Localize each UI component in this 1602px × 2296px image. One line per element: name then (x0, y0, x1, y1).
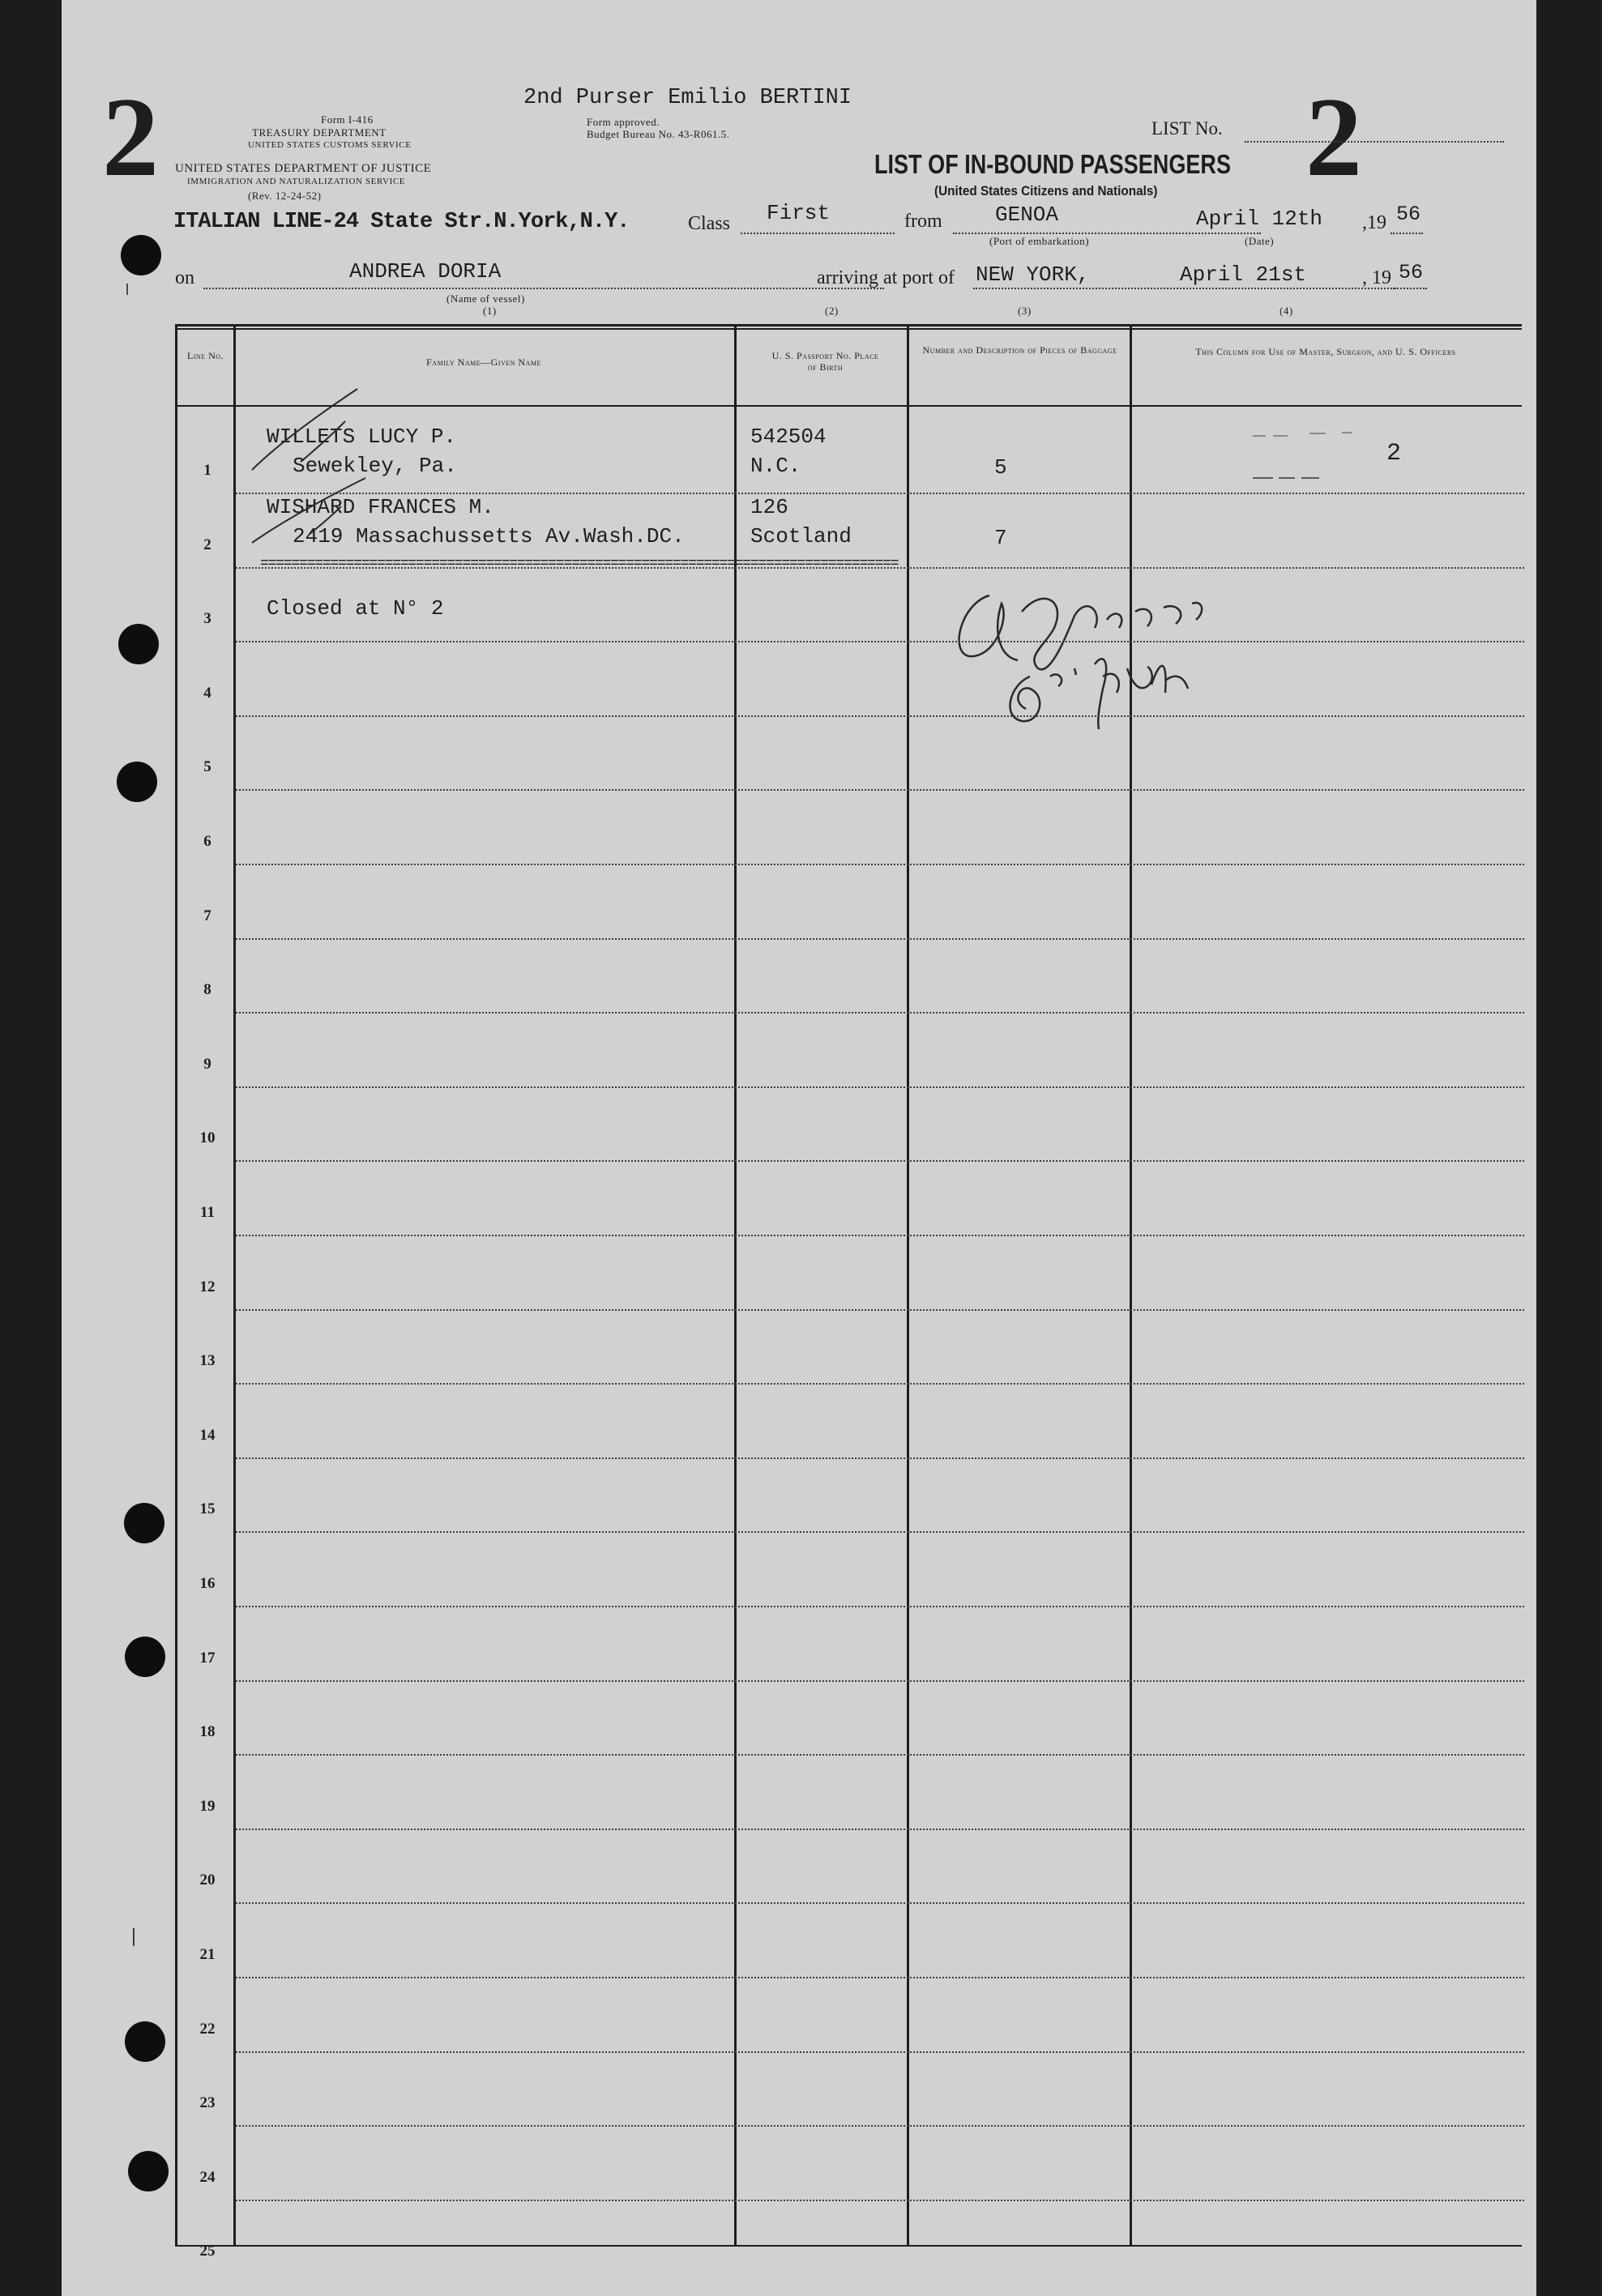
line-number: 12 (199, 1278, 216, 1295)
list-title: LIST OF IN-BOUND PASSENGERS (874, 149, 1232, 179)
name-col-border (734, 324, 737, 2246)
line-number: 8 (203, 981, 211, 999)
year-field-line (1391, 233, 1423, 234)
table-bottom-rule (175, 2245, 1522, 2247)
list-no-label: LIST No. (1151, 118, 1223, 139)
arrival-year-prefix: , 19 (1362, 267, 1391, 288)
entry-1-passport: 542504 (750, 425, 827, 449)
row-rule (236, 1160, 1524, 1162)
entry-1-name: WILLETS LUCY P. (267, 425, 457, 449)
header-passport: U. S. Passport No. Place of Birth (771, 350, 879, 373)
vessel-name: ANDREA DORIA (349, 259, 502, 284)
on-label: on (175, 267, 194, 288)
entry-2-birthplace: Scotland (750, 524, 852, 548)
row-rule (236, 1012, 1524, 1014)
binder-hole (117, 762, 157, 802)
vessel-field-line (203, 288, 884, 289)
margin-tick (126, 284, 128, 295)
table-top-rule (175, 324, 1522, 326)
row-rule (236, 1829, 1524, 1830)
row-rule (236, 1383, 1524, 1385)
arrival-year-suffix: 56 (1399, 261, 1424, 284)
binder-hole (124, 1503, 164, 1543)
binder-hole (125, 1637, 165, 1677)
departure-date: April 12th (1196, 207, 1323, 231)
row-rule (236, 1309, 1524, 1311)
binder-hole (125, 2021, 165, 2062)
table-left-border (175, 324, 177, 2246)
line-number: 9 (203, 1055, 211, 1073)
check-marks (236, 373, 414, 567)
caption-2: (2) (825, 305, 839, 317)
binder-hole (118, 624, 159, 664)
line-number: 23 (199, 2094, 216, 2112)
line-number: 18 (199, 1723, 216, 1741)
arriving-label: arriving at port of (817, 267, 955, 288)
row-rule (236, 1606, 1524, 1607)
entry-2-baggage: 7 (994, 526, 1007, 550)
list-subtitle: (United States Citizens and Nationals) (934, 183, 1158, 198)
line-number: 4 (203, 684, 211, 702)
date-caption: (Date) (1245, 235, 1275, 247)
vessel-caption: (Name of vessel) (446, 292, 525, 305)
entry-1-officer-note: 2 (1386, 440, 1402, 467)
row-rule (236, 864, 1524, 865)
vessel-caption-num: (1) (483, 305, 497, 317)
line-col-border (233, 324, 236, 2246)
row-rule (236, 1754, 1524, 1756)
row-rule (236, 715, 1524, 717)
closed-note: Closed at N° 2 (267, 596, 444, 621)
port-field-line (953, 233, 1261, 234)
year-prefix: ,19 (1362, 212, 1386, 233)
line-number: 22 (199, 2020, 216, 2038)
line-number: 20 (199, 1871, 216, 1889)
class-value: First (767, 201, 831, 225)
row-rule (236, 1235, 1524, 1236)
page-stamp-right: 2 (1305, 75, 1362, 200)
list-no-line (1245, 141, 1504, 143)
header-officers: This Column for Use of Master, Surgeon, and U. S. Officers (1195, 346, 1456, 357)
row-rule (236, 493, 1524, 494)
officer-signature (945, 579, 1285, 766)
row-rule (236, 1531, 1524, 1533)
line-number: 2 (203, 536, 211, 553)
row-rule (236, 641, 1524, 642)
arrival-date: April 21st (1180, 262, 1307, 287)
page-stamp-left: 2 (102, 75, 159, 200)
separator-line: ================================================================================== (260, 559, 899, 569)
manifest-page (62, 0, 1536, 2296)
line-number: 7 (203, 907, 211, 924)
arrival-field-line (973, 288, 1395, 289)
entry-1-baggage: 5 (994, 455, 1007, 480)
binder-hole (128, 2151, 169, 2191)
form-revision: (Rev. 12-24-52) (248, 190, 322, 202)
port-of-embarkation: GENOA (995, 203, 1059, 227)
caption-4: (4) (1279, 305, 1293, 317)
erased-marks (1228, 421, 1391, 486)
class-field-line (741, 233, 895, 234)
row-rule (236, 567, 1524, 569)
year-suffix: 56 (1396, 203, 1421, 226)
arrival-year-line (1395, 288, 1427, 289)
line-number: 10 (199, 1129, 216, 1147)
customs-service: UNITED STATES CUSTOMS SERVICE (248, 140, 412, 150)
margin-tick (133, 1928, 135, 1946)
row-rule (236, 2200, 1524, 2201)
passport-col-border (907, 324, 909, 2246)
line-number: 13 (199, 1352, 216, 1370)
row-rule (236, 1977, 1524, 1978)
entry-2-address: 2419 Massachussetts Av.Wash.DC. (293, 524, 685, 548)
purser-line: 2nd Purser Emilio BERTINI (523, 86, 852, 110)
line-number: 11 (200, 1204, 215, 1221)
line-number: 21 (199, 1946, 216, 1963)
entry-1-birthplace: N.C. (750, 454, 801, 478)
row-rule (236, 1902, 1524, 1904)
treasury-dept: TREASURY DEPARTMENT (252, 126, 387, 139)
header-line-no: Line No. (186, 350, 224, 361)
line-number: 6 (203, 833, 211, 850)
header-baggage: Number and Description of Pieces of Baggage (922, 344, 1117, 356)
form-approved: Form approved. (587, 116, 660, 128)
budget-bureau: Budget Bureau No. 43-R061.5. (587, 128, 730, 140)
row-rule (236, 1086, 1524, 1088)
caption-3: (3) (1018, 305, 1032, 317)
arrival-port: NEW YORK, (976, 262, 1090, 287)
row-rule (236, 938, 1524, 940)
from-label: from (904, 211, 942, 232)
entry-2-name: WISHARD FRANCES M. (267, 495, 494, 519)
line-number: 14 (199, 1426, 216, 1444)
line-number: 24 (199, 2168, 216, 2186)
line-number: 3 (203, 610, 211, 628)
entry-2-passport: 126 (750, 495, 788, 519)
entry-1-address: Sewekley, Pa. (293, 454, 457, 478)
line-number: 5 (203, 758, 211, 776)
class-label: Class (688, 213, 731, 234)
ins-service: IMMIGRATION AND NATURALIZATION SERVICE (187, 177, 406, 186)
line-number: 1 (203, 462, 211, 479)
form-number: Form I-416 (321, 113, 374, 126)
row-rule (236, 789, 1524, 791)
line-number: 19 (199, 1797, 216, 1815)
row-rule (236, 2125, 1524, 2127)
row-rule (236, 1680, 1524, 1682)
row-rule (236, 2051, 1524, 2053)
justice-dept: UNITED STATES DEPARTMENT OF JUSTICE (175, 162, 432, 175)
line-number: 15 (199, 1500, 216, 1518)
company-line: ITALIAN LINE-24 State Str.N.York,N.Y. (173, 210, 630, 234)
header-name: Family Name—Given Name (426, 356, 541, 368)
port-caption: (Port of embarkation) (989, 235, 1090, 247)
table-top-rule-2 (175, 328, 1522, 330)
line-number: 16 (199, 1575, 216, 1592)
line-number: 17 (199, 1649, 216, 1667)
row-rule (236, 1457, 1524, 1459)
line-number: 25 (199, 2243, 216, 2260)
binder-hole (121, 235, 161, 275)
